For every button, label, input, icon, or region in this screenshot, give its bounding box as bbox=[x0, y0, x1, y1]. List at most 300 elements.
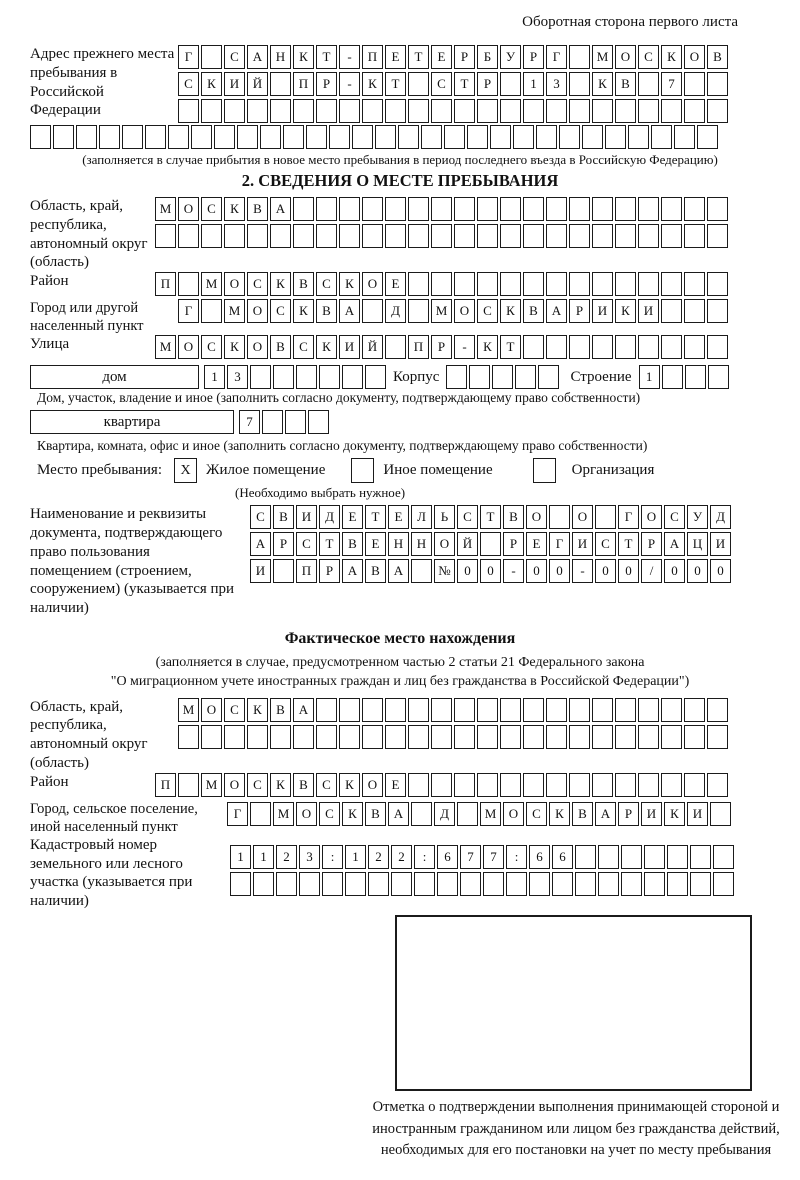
form-cell[interactable]: 2 bbox=[276, 845, 297, 869]
form-cell[interactable]: Е bbox=[342, 505, 363, 529]
form-cell[interactable]: Т bbox=[316, 45, 337, 69]
form-cell[interactable]: В bbox=[503, 505, 524, 529]
form-cell[interactable] bbox=[638, 224, 659, 248]
form-cell[interactable] bbox=[273, 365, 294, 389]
form-cell[interactable]: К bbox=[270, 272, 291, 296]
form-cell[interactable] bbox=[500, 725, 521, 749]
form-cell[interactable]: 6 bbox=[552, 845, 573, 869]
form-cell[interactable] bbox=[385, 99, 406, 123]
form-cell[interactable]: У bbox=[500, 45, 521, 69]
form-cell[interactable] bbox=[500, 698, 521, 722]
form-cell[interactable] bbox=[362, 299, 383, 323]
form-cell[interactable] bbox=[460, 872, 481, 896]
form-cell[interactable] bbox=[178, 99, 199, 123]
form-cell[interactable] bbox=[592, 335, 613, 359]
form-cell[interactable] bbox=[237, 125, 258, 149]
form-cell[interactable]: 0 bbox=[595, 559, 616, 583]
form-cell[interactable]: К bbox=[293, 299, 314, 323]
form-cell[interactable]: К bbox=[500, 299, 521, 323]
form-cell[interactable] bbox=[273, 559, 294, 583]
form-cell[interactable] bbox=[316, 698, 337, 722]
form-cell[interactable] bbox=[247, 725, 268, 749]
form-cell[interactable] bbox=[661, 725, 682, 749]
form-cell[interactable] bbox=[667, 845, 688, 869]
form-cell[interactable]: И bbox=[592, 299, 613, 323]
form-cell[interactable] bbox=[339, 698, 360, 722]
form-cell[interactable] bbox=[345, 872, 366, 896]
form-cell[interactable] bbox=[569, 99, 590, 123]
form-cell[interactable] bbox=[529, 872, 550, 896]
form-cell[interactable] bbox=[477, 725, 498, 749]
form-cell[interactable] bbox=[638, 272, 659, 296]
form-cell[interactable] bbox=[569, 197, 590, 221]
form-cell[interactable]: С bbox=[270, 299, 291, 323]
form-cell[interactable] bbox=[431, 197, 452, 221]
form-cell[interactable] bbox=[421, 125, 442, 149]
form-cell[interactable]: Й bbox=[362, 335, 383, 359]
form-cell[interactable]: А bbox=[342, 559, 363, 583]
form-cell[interactable] bbox=[431, 99, 452, 123]
form-cell[interactable] bbox=[178, 272, 199, 296]
form-cell[interactable] bbox=[513, 125, 534, 149]
form-cell[interactable]: Е bbox=[526, 532, 547, 556]
form-cell[interactable] bbox=[155, 224, 176, 248]
form-cell[interactable] bbox=[431, 272, 452, 296]
form-cell[interactable] bbox=[285, 410, 306, 434]
form-cell[interactable] bbox=[661, 224, 682, 248]
form-cell[interactable]: В bbox=[572, 802, 593, 826]
form-cell[interactable] bbox=[293, 197, 314, 221]
form-cell[interactable] bbox=[276, 872, 297, 896]
form-cell[interactable] bbox=[707, 335, 728, 359]
form-cell[interactable] bbox=[615, 773, 636, 797]
form-cell[interactable]: С bbox=[431, 72, 452, 96]
form-cell[interactable] bbox=[500, 197, 521, 221]
form-cell[interactable]: О bbox=[503, 802, 524, 826]
form-cell[interactable]: - bbox=[454, 335, 475, 359]
form-cell[interactable] bbox=[250, 802, 271, 826]
form-cell[interactable]: 7 bbox=[460, 845, 481, 869]
form-cell[interactable]: М bbox=[155, 197, 176, 221]
form-cell[interactable] bbox=[270, 725, 291, 749]
form-cell[interactable]: И bbox=[250, 559, 271, 583]
form-cell[interactable] bbox=[569, 72, 590, 96]
form-cell[interactable] bbox=[549, 505, 570, 529]
form-cell[interactable] bbox=[523, 698, 544, 722]
form-cell[interactable] bbox=[684, 99, 705, 123]
form-cell[interactable] bbox=[201, 299, 222, 323]
form-cell[interactable] bbox=[408, 773, 429, 797]
form-cell[interactable]: Е bbox=[385, 45, 406, 69]
form-cell[interactable] bbox=[684, 272, 705, 296]
form-cell[interactable] bbox=[362, 197, 383, 221]
form-cell[interactable]: С bbox=[595, 532, 616, 556]
form-cell[interactable]: А bbox=[388, 559, 409, 583]
form-cell[interactable]: А bbox=[247, 45, 268, 69]
form-cell[interactable]: К bbox=[339, 773, 360, 797]
form-cell[interactable]: Ь bbox=[434, 505, 455, 529]
form-cell[interactable]: М bbox=[201, 272, 222, 296]
checkbox-zhiloe[interactable]: X bbox=[174, 458, 197, 483]
form-cell[interactable] bbox=[500, 224, 521, 248]
form-cell[interactable] bbox=[621, 872, 642, 896]
form-cell[interactable]: 1 bbox=[230, 845, 251, 869]
form-cell[interactable] bbox=[408, 72, 429, 96]
form-cell[interactable]: М bbox=[592, 45, 613, 69]
form-cell[interactable]: В bbox=[316, 299, 337, 323]
form-cell[interactable] bbox=[661, 99, 682, 123]
form-cell[interactable]: С bbox=[319, 802, 340, 826]
form-cell[interactable] bbox=[546, 224, 567, 248]
form-cell[interactable] bbox=[431, 773, 452, 797]
form-cell[interactable] bbox=[454, 773, 475, 797]
form-cell[interactable]: И bbox=[296, 505, 317, 529]
form-cell[interactable] bbox=[224, 725, 245, 749]
form-cell[interactable] bbox=[201, 725, 222, 749]
form-cell[interactable] bbox=[444, 125, 465, 149]
form-cell[interactable] bbox=[684, 725, 705, 749]
form-cell[interactable]: К bbox=[316, 335, 337, 359]
form-cell[interactable]: К bbox=[615, 299, 636, 323]
form-cell[interactable]: 0 bbox=[549, 559, 570, 583]
form-cell[interactable] bbox=[385, 725, 406, 749]
form-cell[interactable]: Р bbox=[503, 532, 524, 556]
form-cell[interactable] bbox=[569, 698, 590, 722]
form-cell[interactable] bbox=[299, 872, 320, 896]
form-cell[interactable] bbox=[707, 773, 728, 797]
form-cell[interactable] bbox=[270, 224, 291, 248]
form-cell[interactable] bbox=[523, 773, 544, 797]
form-cell[interactable] bbox=[546, 272, 567, 296]
form-cell[interactable] bbox=[477, 698, 498, 722]
form-cell[interactable] bbox=[477, 197, 498, 221]
form-cell[interactable]: Р bbox=[319, 559, 340, 583]
form-cell[interactable] bbox=[247, 99, 268, 123]
form-cell[interactable]: С bbox=[296, 532, 317, 556]
form-cell[interactable] bbox=[707, 99, 728, 123]
form-cell[interactable]: : bbox=[322, 845, 343, 869]
form-cell[interactable]: К bbox=[664, 802, 685, 826]
form-cell[interactable] bbox=[362, 725, 383, 749]
form-cell[interactable]: Д bbox=[319, 505, 340, 529]
form-cell[interactable] bbox=[408, 99, 429, 123]
form-cell[interactable]: Т bbox=[408, 45, 429, 69]
form-cell[interactable] bbox=[569, 335, 590, 359]
form-cell[interactable]: № bbox=[434, 559, 455, 583]
form-cell[interactable]: Р bbox=[523, 45, 544, 69]
form-cell[interactable]: О bbox=[362, 272, 383, 296]
form-cell[interactable]: 2 bbox=[368, 845, 389, 869]
form-cell[interactable]: 1 bbox=[523, 72, 544, 96]
form-cell[interactable]: А bbox=[546, 299, 567, 323]
form-cell[interactable]: В bbox=[293, 272, 314, 296]
form-cell[interactable] bbox=[638, 773, 659, 797]
form-cell[interactable] bbox=[708, 365, 729, 389]
form-cell[interactable]: Н bbox=[270, 45, 291, 69]
form-cell[interactable] bbox=[707, 197, 728, 221]
form-cell[interactable]: 1 bbox=[204, 365, 225, 389]
form-cell[interactable]: Б bbox=[477, 45, 498, 69]
form-cell[interactable] bbox=[506, 872, 527, 896]
form-cell[interactable] bbox=[536, 125, 557, 149]
form-cell[interactable] bbox=[201, 99, 222, 123]
form-cell[interactable] bbox=[707, 698, 728, 722]
form-cell[interactable]: К bbox=[293, 45, 314, 69]
form-cell[interactable]: И bbox=[339, 335, 360, 359]
form-cell[interactable] bbox=[408, 299, 429, 323]
form-cell[interactable] bbox=[431, 224, 452, 248]
form-cell[interactable]: О bbox=[178, 197, 199, 221]
form-cell[interactable] bbox=[270, 72, 291, 96]
form-cell[interactable] bbox=[575, 845, 596, 869]
form-cell[interactable] bbox=[483, 872, 504, 896]
form-cell[interactable]: С bbox=[247, 272, 268, 296]
form-cell[interactable]: А bbox=[339, 299, 360, 323]
form-cell[interactable]: В bbox=[270, 335, 291, 359]
form-cell[interactable]: В bbox=[615, 72, 636, 96]
form-cell[interactable]: М bbox=[431, 299, 452, 323]
form-cell[interactable]: С bbox=[201, 335, 222, 359]
form-cell[interactable]: 0 bbox=[480, 559, 501, 583]
form-cell[interactable] bbox=[385, 224, 406, 248]
form-cell[interactable] bbox=[398, 125, 419, 149]
form-cell[interactable]: Т bbox=[500, 335, 521, 359]
form-cell[interactable] bbox=[569, 725, 590, 749]
form-cell[interactable] bbox=[30, 125, 51, 149]
form-cell[interactable] bbox=[684, 197, 705, 221]
form-cell[interactable] bbox=[592, 224, 613, 248]
form-cell[interactable]: А bbox=[388, 802, 409, 826]
form-cell[interactable] bbox=[316, 197, 337, 221]
form-cell[interactable]: Р bbox=[431, 335, 452, 359]
form-cell[interactable] bbox=[661, 299, 682, 323]
form-cell[interactable]: О bbox=[572, 505, 593, 529]
form-cell[interactable] bbox=[644, 872, 665, 896]
form-cell[interactable] bbox=[247, 224, 268, 248]
form-cell[interactable]: 6 bbox=[437, 845, 458, 869]
form-cell[interactable]: 1 bbox=[345, 845, 366, 869]
form-cell[interactable]: О bbox=[615, 45, 636, 69]
form-cell[interactable]: С bbox=[457, 505, 478, 529]
form-cell[interactable]: О bbox=[454, 299, 475, 323]
form-cell[interactable] bbox=[457, 802, 478, 826]
form-cell[interactable]: Й bbox=[457, 532, 478, 556]
form-cell[interactable] bbox=[684, 224, 705, 248]
form-cell[interactable] bbox=[306, 125, 327, 149]
form-cell[interactable]: В bbox=[342, 532, 363, 556]
form-cell[interactable] bbox=[329, 125, 350, 149]
form-cell[interactable] bbox=[546, 99, 567, 123]
form-cell[interactable] bbox=[569, 45, 590, 69]
form-cell[interactable] bbox=[684, 773, 705, 797]
form-cell[interactable] bbox=[253, 872, 274, 896]
form-cell[interactable]: 3 bbox=[227, 365, 248, 389]
form-cell[interactable] bbox=[713, 872, 734, 896]
form-cell[interactable]: О bbox=[434, 532, 455, 556]
form-cell[interactable] bbox=[230, 872, 251, 896]
form-cell[interactable] bbox=[385, 197, 406, 221]
form-cell[interactable] bbox=[145, 125, 166, 149]
form-cell[interactable] bbox=[569, 773, 590, 797]
form-cell[interactable] bbox=[661, 335, 682, 359]
form-cell[interactable] bbox=[477, 272, 498, 296]
form-cell[interactable]: : bbox=[414, 845, 435, 869]
form-cell[interactable] bbox=[352, 125, 373, 149]
form-cell[interactable] bbox=[262, 410, 283, 434]
form-cell[interactable]: К bbox=[339, 272, 360, 296]
form-cell[interactable] bbox=[638, 335, 659, 359]
form-cell[interactable] bbox=[260, 125, 281, 149]
form-cell[interactable]: 7 bbox=[239, 410, 260, 434]
form-cell[interactable]: К bbox=[592, 72, 613, 96]
form-cell[interactable]: С bbox=[526, 802, 547, 826]
form-cell[interactable] bbox=[411, 559, 432, 583]
form-cell[interactable]: С bbox=[250, 505, 271, 529]
form-cell[interactable]: И bbox=[641, 802, 662, 826]
form-cell[interactable]: 3 bbox=[299, 845, 320, 869]
form-cell[interactable] bbox=[339, 725, 360, 749]
form-cell[interactable]: С bbox=[178, 72, 199, 96]
form-cell[interactable] bbox=[615, 698, 636, 722]
form-cell[interactable]: О bbox=[526, 505, 547, 529]
form-cell[interactable] bbox=[661, 773, 682, 797]
form-cell[interactable]: О bbox=[684, 45, 705, 69]
form-cell[interactable]: Р bbox=[477, 72, 498, 96]
form-cell[interactable] bbox=[598, 845, 619, 869]
form-cell[interactable]: С bbox=[293, 335, 314, 359]
form-cell[interactable] bbox=[644, 845, 665, 869]
form-cell[interactable] bbox=[293, 725, 314, 749]
form-cell[interactable]: А bbox=[595, 802, 616, 826]
form-cell[interactable] bbox=[446, 365, 467, 389]
form-cell[interactable] bbox=[411, 802, 432, 826]
form-cell[interactable]: С bbox=[316, 272, 337, 296]
form-cell[interactable]: 7 bbox=[661, 72, 682, 96]
form-cell[interactable] bbox=[414, 872, 435, 896]
form-cell[interactable] bbox=[661, 197, 682, 221]
form-cell[interactable] bbox=[178, 224, 199, 248]
form-cell[interactable]: Р bbox=[454, 45, 475, 69]
kvartira-type-box[interactable]: квартира bbox=[30, 410, 234, 434]
form-cell[interactable]: Г bbox=[549, 532, 570, 556]
form-cell[interactable] bbox=[523, 272, 544, 296]
form-cell[interactable]: М bbox=[178, 698, 199, 722]
form-cell[interactable] bbox=[598, 872, 619, 896]
form-cell[interactable] bbox=[615, 725, 636, 749]
form-cell[interactable] bbox=[523, 335, 544, 359]
form-cell[interactable]: Р bbox=[273, 532, 294, 556]
form-cell[interactable] bbox=[592, 99, 613, 123]
form-cell[interactable]: С bbox=[224, 45, 245, 69]
form-cell[interactable] bbox=[454, 698, 475, 722]
form-cell[interactable]: В bbox=[293, 773, 314, 797]
form-cell[interactable]: 0 bbox=[687, 559, 708, 583]
form-cell[interactable] bbox=[615, 197, 636, 221]
form-cell[interactable] bbox=[559, 125, 580, 149]
form-cell[interactable]: - bbox=[339, 45, 360, 69]
form-cell[interactable]: М bbox=[201, 773, 222, 797]
form-cell[interactable]: Е bbox=[431, 45, 452, 69]
form-cell[interactable] bbox=[684, 299, 705, 323]
form-cell[interactable] bbox=[408, 272, 429, 296]
form-cell[interactable] bbox=[477, 773, 498, 797]
form-cell[interactable] bbox=[592, 725, 613, 749]
form-cell[interactable]: Е bbox=[365, 532, 386, 556]
form-cell[interactable] bbox=[615, 335, 636, 359]
form-cell[interactable] bbox=[638, 72, 659, 96]
form-cell[interactable] bbox=[697, 125, 718, 149]
form-cell[interactable]: К bbox=[477, 335, 498, 359]
form-cell[interactable] bbox=[500, 72, 521, 96]
form-cell[interactable]: 0 bbox=[526, 559, 547, 583]
form-cell[interactable]: А bbox=[250, 532, 271, 556]
form-cell[interactable] bbox=[684, 72, 705, 96]
form-cell[interactable]: И bbox=[224, 72, 245, 96]
form-cell[interactable]: В bbox=[273, 505, 294, 529]
form-cell[interactable]: Н bbox=[411, 532, 432, 556]
form-cell[interactable] bbox=[661, 272, 682, 296]
form-cell[interactable] bbox=[546, 197, 567, 221]
form-cell[interactable] bbox=[638, 725, 659, 749]
form-cell[interactable] bbox=[575, 872, 596, 896]
form-cell[interactable] bbox=[707, 725, 728, 749]
form-cell[interactable]: В bbox=[523, 299, 544, 323]
form-cell[interactable]: С bbox=[201, 197, 222, 221]
form-cell[interactable]: Г bbox=[178, 45, 199, 69]
form-cell[interactable] bbox=[500, 773, 521, 797]
form-cell[interactable] bbox=[322, 872, 343, 896]
form-cell[interactable] bbox=[293, 224, 314, 248]
form-cell[interactable]: П bbox=[155, 773, 176, 797]
form-cell[interactable]: С bbox=[638, 45, 659, 69]
form-cell[interactable]: В bbox=[247, 197, 268, 221]
form-cell[interactable] bbox=[523, 725, 544, 749]
form-cell[interactable] bbox=[408, 725, 429, 749]
form-cell[interactable]: 0 bbox=[457, 559, 478, 583]
form-cell[interactable] bbox=[342, 365, 363, 389]
form-cell[interactable]: 0 bbox=[664, 559, 685, 583]
form-cell[interactable] bbox=[316, 224, 337, 248]
form-cell[interactable]: О bbox=[178, 335, 199, 359]
form-cell[interactable] bbox=[224, 99, 245, 123]
form-cell[interactable] bbox=[515, 365, 536, 389]
form-cell[interactable]: В bbox=[707, 45, 728, 69]
form-cell[interactable]: П bbox=[296, 559, 317, 583]
form-cell[interactable]: Т bbox=[385, 72, 406, 96]
form-cell[interactable]: У bbox=[687, 505, 708, 529]
form-cell[interactable] bbox=[250, 365, 271, 389]
form-cell[interactable]: М bbox=[155, 335, 176, 359]
form-cell[interactable]: П bbox=[293, 72, 314, 96]
form-cell[interactable] bbox=[408, 197, 429, 221]
form-cell[interactable] bbox=[710, 802, 731, 826]
form-cell[interactable] bbox=[592, 698, 613, 722]
form-cell[interactable]: 3 bbox=[546, 72, 567, 96]
form-cell[interactable] bbox=[316, 99, 337, 123]
form-cell[interactable] bbox=[674, 125, 695, 149]
form-cell[interactable]: К bbox=[661, 45, 682, 69]
form-cell[interactable] bbox=[454, 725, 475, 749]
form-cell[interactable] bbox=[638, 197, 659, 221]
form-cell[interactable] bbox=[480, 532, 501, 556]
form-cell[interactable]: П bbox=[362, 45, 383, 69]
form-cell[interactable]: О bbox=[641, 505, 662, 529]
form-cell[interactable]: Д bbox=[434, 802, 455, 826]
form-cell[interactable] bbox=[469, 365, 490, 389]
form-cell[interactable] bbox=[638, 698, 659, 722]
form-cell[interactable] bbox=[454, 224, 475, 248]
form-cell[interactable] bbox=[569, 272, 590, 296]
